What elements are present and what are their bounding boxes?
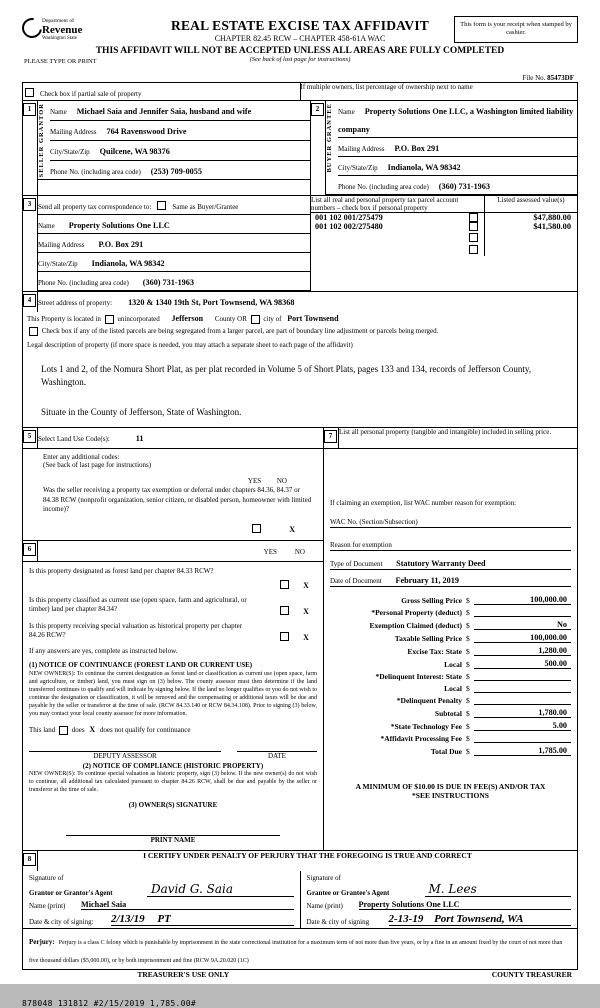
taxable-selling-price-value: 100,000.00 (474, 633, 571, 643)
tax-line-row[interactable] (330, 646, 571, 656)
subtotal-prefix: $ (466, 709, 470, 719)
located-in-row (27, 314, 573, 324)
parcel-personal-checkbox-2[interactable] (469, 233, 478, 242)
grantee-date-text: 2-13-19 (388, 912, 424, 925)
yesno-header-5 (43, 477, 317, 485)
buyer-vertical-label-cell (326, 101, 338, 195)
forest-land-answers (259, 567, 317, 593)
same-as-buyer-checkbox[interactable] (157, 201, 166, 210)
buyer-block (326, 101, 578, 196)
parcel-number-0: 001 102 001/275479 (315, 213, 383, 222)
county-name-value: Jefferson (171, 314, 204, 323)
exemption-yes-checkbox[interactable] (252, 524, 261, 533)
grantor-name-value: Michael Saia (81, 900, 294, 910)
forest-no-mark: X (303, 580, 309, 590)
corr-citystatezip-cell[interactable] (38, 253, 310, 272)
certification-table (22, 850, 578, 871)
seller-citystatezip-value: Quilcene, WA 98376 (99, 146, 170, 156)
partial-sale-cell (23, 83, 301, 102)
buyer-address-cell[interactable] (338, 138, 577, 157)
no-label-6: NO (294, 547, 305, 556)
grantee-sig-label-1: Signature of (306, 873, 341, 882)
section-5-number-cell (23, 428, 38, 449)
property-address-table (22, 291, 578, 312)
current-use-no-mark: X (303, 606, 309, 616)
legal-description-text: Lots 1 and 2, of the Nomura Short Plat, as per plat recorded in Volume 5 of Short Plats, pages 133 and 134, records of Jefferson County, Washington. (41, 363, 532, 388)
section-4-number: 4 (23, 294, 36, 307)
page-title: REAL ESTATE EXCISE TAX AFFIDAVIT (171, 18, 429, 33)
seller-phone-label: Phone No. (including area code) (50, 167, 141, 176)
segregated-label: Check box if any of the listed parcels are being segregated from a larger parcel, are part of boundary line adjustment or parcels being merged. (41, 327, 439, 335)
unincorporated-label: unincorporated (117, 315, 160, 323)
grantor-signature-block (23, 871, 301, 928)
forest-yes-checkbox[interactable] (280, 580, 289, 589)
buyer-phone-label: Phone No. (including area code) (338, 183, 429, 191)
grantee-name-value: Property Solutions One LLC (359, 900, 572, 910)
parties-table (22, 82, 578, 101)
section-6-number: 6 (23, 543, 36, 556)
section6-question-row (29, 567, 317, 593)
excise-tax-local-prefix: $ (466, 660, 470, 670)
section6-questions (23, 562, 323, 850)
seller-vertical-label: SELLER GRANTOR (38, 103, 45, 178)
personal-property-deduct-label: *Personal Property (deduct) (371, 608, 462, 618)
seller-block (38, 101, 311, 196)
corr-citystatezip-label: City/State/Zip (38, 260, 78, 268)
tax-line-row[interactable] (330, 684, 571, 693)
delinquent-interest-state-prefix: $ (466, 672, 470, 682)
parcel-number-1: 001 102 002/275480 (315, 222, 383, 231)
certify-cell (38, 850, 578, 871)
document-type-value: Statutory Warranty Deed (396, 559, 486, 569)
see-back-note: (See back of last page for instructions) (249, 56, 351, 63)
perjury-title: Perjury: (29, 937, 55, 946)
segregated-checkbox[interactable] (29, 327, 38, 336)
historic-no-mark: X (303, 632, 309, 642)
parcel-row[interactable] (311, 242, 484, 256)
affidavit-processing-fee-label: *Affidavit Processing Fee (380, 734, 462, 744)
parcel-row[interactable] (311, 231, 484, 242)
assessed-header: Listed assessed value(s) (485, 196, 578, 213)
yesno-header-6 (38, 540, 324, 561)
grantor-date-label: Date & city of signing: (29, 917, 94, 926)
print-name-label: PRINT NAME (150, 835, 196, 844)
delinquent-penalty-value (474, 704, 571, 705)
seller-name-cell[interactable] (50, 101, 310, 120)
corr-name-label: Name (38, 222, 55, 230)
state-technology-fee-prefix: $ (466, 722, 470, 732)
seller-address-cell[interactable] (50, 120, 310, 140)
excise-tax-local-label: Local (444, 660, 462, 670)
parcel-row[interactable] (311, 213, 484, 222)
assessed-value-2 (485, 231, 577, 242)
buyer-citystatezip-label: City/State/Zip (338, 164, 378, 172)
unincorporated-checkbox[interactable] (105, 315, 114, 324)
personal-property-intro: List all personal property (tangible and intangible) included in selling price. (339, 428, 578, 449)
grantor-signature-value[interactable]: David G. Saia (147, 882, 294, 897)
yes-label-5: YES (247, 477, 262, 486)
notice-compliance-body: NEW OWNER(S): To continue special valuation as historic property, sign (3) below. If the new owner(s) do not wish to continue, all additional tax calculated pursuant to chapter 84.26 RCW, shall be due and payable by the seller or transferor at the time of sale. (29, 771, 317, 794)
grantee-sig-label-2: Grantee or Grantee's Agent (306, 888, 390, 897)
buyer-address-value: P.O. Box 291 (394, 144, 440, 153)
section-1-number: 1 (23, 103, 36, 116)
exemption-no-mark: X (289, 524, 295, 534)
does-not-label: does not qualify for continuance (99, 726, 191, 735)
partial-sale-checkbox[interactable] (25, 88, 34, 97)
assessed-value-0: $47,880.00 (533, 213, 571, 222)
city-name-value: Port Townsend (287, 314, 339, 323)
personal-property-deduct-value (474, 616, 571, 617)
gross-selling-price-label: Gross Selling Price (401, 596, 462, 606)
minimum-due-note: A MINIMUM OF $10.00 IS DUE IN FEE(S) AND/OR TAX (355, 782, 546, 792)
delinquent-interest-state-value (474, 680, 571, 681)
document-type-field[interactable] (330, 559, 571, 570)
additional-codes-note: (See back of last page for instructions) (43, 461, 152, 470)
reason-exemption-field[interactable] (330, 540, 571, 551)
buyer-name-label: Name (338, 108, 355, 116)
section-7-number: 7 (324, 430, 337, 443)
section-3-number: 3 (23, 198, 36, 211)
buyer-phone-cell[interactable] (338, 176, 577, 195)
treasurer-row (22, 970, 578, 979)
tax-calculation-list (330, 595, 571, 756)
section6-question-row (29, 622, 317, 645)
no-label-5: NO (276, 477, 287, 486)
wac-number-label: WAC No. (Section/Subsection) (330, 518, 418, 527)
tax-line-row[interactable] (330, 620, 571, 630)
left-column (23, 428, 324, 850)
city-of-label: city of (263, 315, 282, 323)
tax-line-row[interactable] (330, 633, 571, 643)
send-correspondence-label: Send all property tax correspondence to: (38, 203, 152, 211)
state-technology-fee-label: *State Technology Fee (390, 722, 462, 732)
buyer-citystatezip-value: Indianola, WA 98342 (387, 163, 461, 172)
parcel-personal-checkbox-3[interactable] (469, 245, 478, 254)
excise-tax-state-label: Excise Tax: State (407, 647, 462, 657)
does-not-mark: X (89, 725, 96, 735)
historic-yes-checkbox[interactable] (280, 632, 289, 641)
multiple-owners-note: If multiple owners, list percentage of ownership next to name (300, 83, 578, 102)
section-6-number-cell (23, 540, 38, 561)
grantee-date-label: Date & city of signing (306, 917, 370, 926)
city-of-checkbox[interactable] (251, 315, 260, 324)
landuse-label: Select Land Use Code(s): (38, 435, 110, 444)
notice-continuance-body: NEW OWNER(S): To continue the current designation as forest land or classification as current use (open space, farm and agriculture, or timber) land, you must sign on (3) below. The county assessor must then determine if the land transferred continues to qualify and will indicate by signing below. If the land no longer qualifies or you do not wish to continue the designation or classification, it will be removed and the compensating or additional taxes will be due and payable by the seller or transferor at the time of sale. (RCW 84.33.140 or RCW 84.34.108). Prior to signing (3) below, you may contact your local county assessor for more information. (29, 670, 317, 718)
excise-tax-local-value: 500.00 (474, 659, 571, 669)
document-type-label: Type of Document (330, 560, 383, 569)
seller-address-value: 764 Ravenswood Drive (106, 126, 187, 136)
corr-name-cell[interactable] (38, 215, 310, 234)
tax-line-row[interactable] (330, 608, 571, 617)
section-3-number-cell (23, 196, 38, 292)
buyer-address-label: Mailing Address (338, 145, 385, 153)
tax-line-row[interactable] (330, 746, 571, 756)
grantee-signature-value[interactable]: M. Lees (425, 882, 572, 897)
please-type-note: PLEASE TYPE OR PRINT (24, 58, 97, 65)
seller-address-label: Mailing Address (50, 127, 97, 136)
grantee-date-value[interactable] (389, 913, 572, 926)
tax-line-row[interactable] (330, 659, 571, 669)
affidavit-processing-fee-prefix: $ (466, 734, 470, 744)
logo-dept: Department of (42, 18, 74, 24)
perjury-block (22, 929, 578, 970)
state-technology-fee-value: 5.00 (474, 721, 571, 731)
subtotal-value: 1,780.00 (474, 708, 571, 718)
taxable-selling-price-label: Taxable Selling Price (394, 634, 462, 644)
historic-question: Is this property receiving special valuation as historical property per chapter 84.26 RCW? (29, 621, 243, 639)
seller-section-number-cell (23, 101, 38, 196)
grantor-sig-label-2: Grantor or Grantor's Agent (29, 888, 113, 897)
current-use-question: Is this property classified as current use (open space, farm and agricultural, or timber) land per chapter 84.34? (29, 595, 247, 613)
parcel-personal-checkbox-1[interactable] (469, 222, 478, 231)
parcel-number-list (311, 213, 485, 257)
corr-phone-value: (360) 731-1963 (142, 278, 194, 287)
situate-text: Situate in the County of Jefferson, State of Washington. (41, 406, 242, 417)
correspondence-table (22, 195, 578, 292)
stamp-footer-code: 878048 131812 #2/15/2019 1,785.00# (22, 998, 196, 1008)
does-label: does (71, 726, 85, 735)
landuse-code-cell[interactable] (38, 428, 324, 449)
seller-vertical-label-cell (38, 101, 50, 180)
does-qualify-checkbox[interactable] (59, 726, 68, 735)
logo-state: Washington State (42, 36, 78, 41)
buyer-name-cell[interactable] (338, 101, 577, 138)
parcel-personal-checkbox-0[interactable] (469, 213, 478, 222)
see-instructions-note: *SEE INSTRUCTIONS (412, 791, 489, 801)
gross-selling-price-value: 100,000.00 (474, 595, 571, 605)
document-date-value: February 11, 2019 (395, 576, 459, 586)
certify-statement: I CERTIFY UNDER PENALTY OF PERJURY THAT THE FOREGOING IS TRUE AND CORRECT (143, 850, 472, 860)
excise-tax-state-value: 1,280.00 (474, 646, 571, 656)
section-4-number-cell (23, 292, 38, 313)
assessor-date-label[interactable]: DATE (237, 751, 317, 760)
parcel-block (311, 196, 578, 292)
form-header (22, 14, 578, 72)
exemption-question: Was the seller receiving a property tax exemption or deferral under chapters 84.36, 84.37 or 84.38 RCW (nonprofit organization, senior citizen, or disabled person, homeowner with limited income)? (43, 486, 312, 514)
assessed-value-1: $41,580.00 (533, 222, 571, 231)
historic-answers (259, 622, 317, 645)
notice-continuance-title: (1) NOTICE OF CONTINUANCE (FOREST LAND OR CURRENT USE) (29, 660, 253, 669)
grantor-name-label: Name (print) (29, 901, 66, 910)
exemption-wac-label: If claiming an exemption, list WAC number reason for exemption: (330, 499, 517, 508)
partial-sale-label: Check box if partial sale of property (40, 90, 142, 98)
seller-phone-cell[interactable] (50, 160, 310, 180)
delinquent-penalty-label: *Delinquent Penalty (396, 696, 462, 706)
yes-label-6: YES (263, 547, 277, 556)
delinquent-interest-local-label: Local (444, 684, 462, 694)
current-use-answers (259, 596, 317, 619)
delinquent-interest-state-label: *Delinquent Interest: State (375, 672, 462, 682)
corr-phone-label: Phone No. (including area code) (38, 279, 129, 287)
seller-citystatezip-label: City/State/Zip (50, 147, 90, 156)
buyer-section-number-cell (311, 101, 326, 196)
taxable-selling-price-prefix: $ (466, 634, 470, 644)
corr-name-value: Property Solutions One LLC (68, 221, 170, 230)
grantor-grantee-table (22, 100, 578, 196)
street-address-label: Street address of property: (38, 299, 113, 307)
buyer-name-value: Property Solutions One LLC, a Washington limited liability company (338, 107, 574, 134)
completion-notice: THIS AFFIDAVIT WILL NOT BE ACCEPTED UNLESS ALL AREAS ARE FULLY COMPLETED (95, 46, 505, 56)
assessed-values-list (485, 213, 578, 257)
section6-question-row (29, 596, 317, 619)
treasurer-use-only: TREASURER'S USE ONLY (137, 969, 230, 979)
document-date-label: Date of Document (330, 577, 382, 586)
buyer-vertical-label: BUYER GRANTEE (326, 103, 333, 173)
tax-line-row[interactable] (330, 721, 571, 731)
excise-tax-state-prefix: $ (466, 647, 470, 657)
if-yes-note: If any answers are yes, complete as instructed below. (29, 646, 178, 655)
gross-selling-price-prefix: $ (466, 596, 470, 606)
grantee-signature-block (301, 871, 578, 928)
legal-description-label: Legal description of property (if more space is needed, you may attach a separate sheet to each page of the affidavit) (27, 340, 353, 349)
tax-line-row[interactable] (330, 672, 571, 681)
signature-block (22, 871, 578, 929)
tax-line-row[interactable] (330, 595, 571, 605)
parcel-header: List all real and personal property tax parcel account numbers – check box if personal property (311, 196, 485, 213)
parcel-row[interactable] (311, 222, 484, 231)
logo-name: Revenue (42, 24, 83, 36)
correspondence-block (38, 196, 311, 292)
current-use-yes-checkbox[interactable] (280, 606, 289, 615)
forest-land-question: Is this property designated as forest land per chapter 84.33 RCW? (29, 566, 214, 575)
delinquent-interest-local-prefix: $ (466, 684, 470, 694)
receipt-note: This form is your receipt when stamped by cashier. (454, 16, 578, 43)
county-or-label: County OR (214, 315, 247, 323)
same-as-buyer-label: Same as Buyer/Grantee (172, 203, 239, 211)
send-correspondence-cell (38, 196, 310, 215)
tax-line-row[interactable] (330, 696, 571, 705)
file-no-value: 85473DF (547, 74, 574, 82)
assessor-signature-row (29, 751, 317, 760)
section7-body (324, 449, 577, 806)
tax-line-row[interactable] (330, 708, 571, 718)
section-8-number: 8 (23, 853, 36, 866)
section-2-number: 2 (311, 103, 324, 116)
section-8-number-cell (23, 850, 38, 871)
right-column (324, 428, 578, 850)
deputy-assessor-label[interactable]: DEPUTY ASSESSOR (29, 751, 221, 760)
exemption-claimed-value: No (474, 620, 571, 630)
chapter-subtitle: CHAPTER 82.45 RCW – CHAPTER 458-61A WAC (214, 34, 386, 43)
grantee-city-text: Port Townsend, WA (434, 912, 524, 925)
exemption-answer-row (43, 519, 317, 537)
owners-signature-label[interactable]: (3) OWNER(S) SIGNATURE (128, 800, 218, 809)
seller-phone-value: (253) 709-0055 (150, 166, 202, 176)
this-land-label: This land (29, 726, 56, 735)
personal-property-writing-area[interactable] (330, 455, 571, 499)
total-due-prefix: $ (466, 747, 470, 757)
corr-address-cell[interactable] (38, 234, 310, 253)
grantor-sig-label-1: Signature of (29, 873, 64, 882)
notice-compliance-title: (2) NOTICE OF COMPLIANCE (HISTORIC PROPERTY) (82, 762, 264, 771)
county-treasurer-label: COUNTY TREASURER (491, 969, 572, 979)
landuse-extra-block (23, 449, 323, 536)
corr-phone-cell[interactable] (38, 272, 310, 291)
property-location-block (22, 312, 578, 428)
exemption-claimed-label: Exemption Claimed (deduct) (369, 621, 462, 631)
grantor-date-value[interactable] (111, 913, 294, 926)
corr-citystatezip-value: Indianola, WA 98342 (91, 259, 165, 268)
section-7-number-cell (324, 428, 339, 449)
buyer-citystatezip-cell[interactable] (338, 157, 577, 176)
perjury-body: Perjury is a class C felony which is punishable by imprisonment in the state correctional institution for a maximum term of not more than five years, or by a fine in an amount fixed by the court of not more than five thousand dollars ($5,000.00), or by both imprisonment and fine (RCW 9A.20.020 (1C) (29, 939, 563, 964)
file-no-label: File No. (522, 74, 546, 82)
subtotal-label: Subtotal (434, 709, 462, 719)
seller-name-value: Michael Saia and Jennifer Saia, husband and wife (76, 107, 252, 116)
affidavit-processing-fee-value (474, 742, 571, 743)
file-number-row (22, 72, 578, 82)
segregated-row (27, 327, 573, 336)
total-due-value: 1,785.00 (474, 746, 571, 756)
landuse-code-value: 11 (135, 434, 144, 444)
delinquent-interest-local-value (474, 692, 571, 693)
wac-number-field[interactable] (330, 517, 571, 528)
additional-codes-label: Enter any additional codes: (43, 453, 120, 462)
form-sheet (22, 14, 578, 1008)
continuance-qualify-row (29, 725, 317, 735)
corr-address-label: Mailing Address (38, 241, 85, 249)
grantee-name-label: Name (print) (306, 901, 343, 910)
tax-line-row[interactable] (330, 734, 571, 743)
exemption-claimed-prefix: $ (466, 621, 470, 631)
reason-exemption-label: Reason for exemption (330, 541, 392, 550)
street-address-value: 1320 & 1340 19th St, Port Townsend, WA 98368 (128, 298, 295, 307)
total-due-label: Total Due (430, 747, 462, 757)
located-in-label: This Property is located in (27, 315, 101, 323)
buyer-phone-value: (360) 731-1963 (438, 182, 490, 191)
seller-citystatezip-cell[interactable] (50, 140, 310, 160)
seller-name-label: Name (50, 108, 67, 116)
personal-property-deduct-prefix: $ (466, 608, 470, 618)
grantor-city-text: PT (157, 912, 171, 925)
assessed-value-3 (485, 242, 577, 253)
grantor-date-text: 2/13/19 (111, 912, 145, 925)
document-date-field[interactable] (330, 576, 571, 587)
section-5-number: 5 (23, 430, 36, 443)
street-address-cell[interactable] (38, 292, 578, 313)
corr-address-value: P.O. Box 291 (98, 240, 144, 249)
delinquent-penalty-prefix: $ (466, 696, 470, 706)
lower-sections-table (22, 427, 578, 850)
